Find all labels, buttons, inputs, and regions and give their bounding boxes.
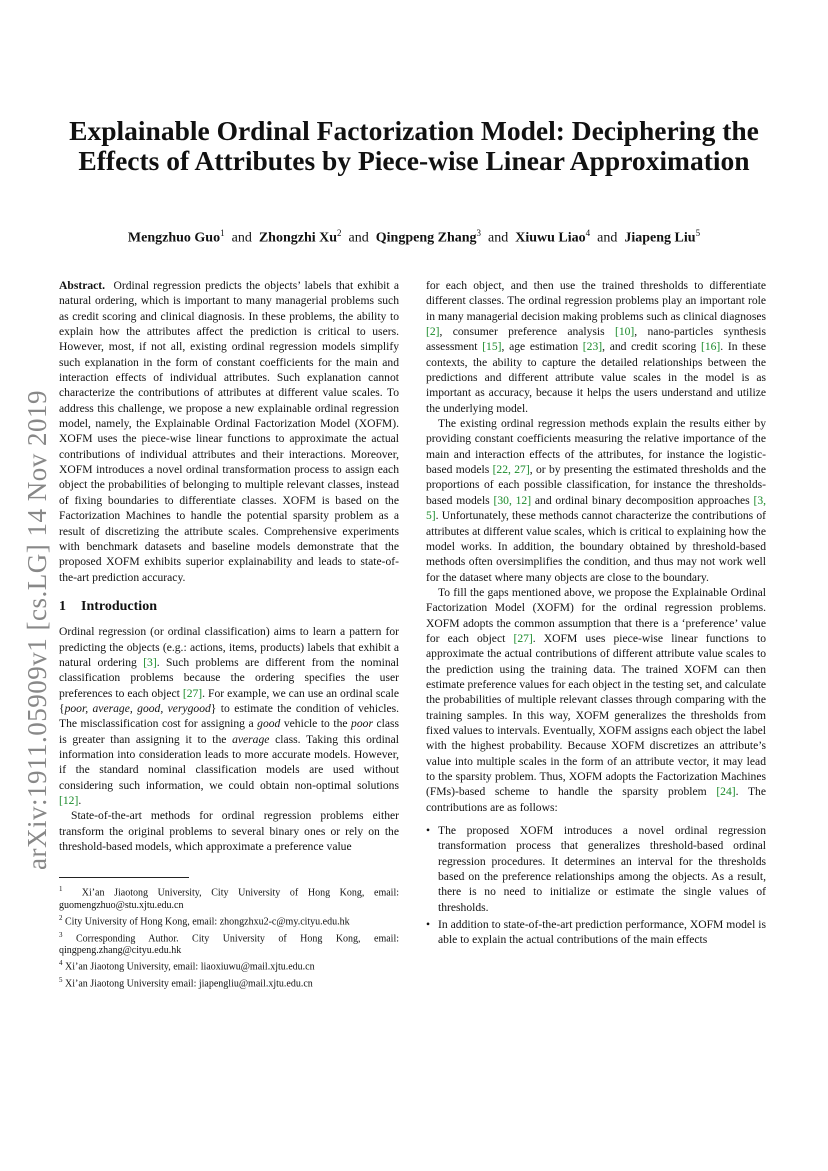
footnote: $^5$ Xi’an Jiaotong University email: jiapengliu@mail.xjtu.edu.cn	[59, 976, 313, 990]
arxiv-identifier: arXiv:1911.05909v1 [cs.LG] 14 Nov 2019	[22, 390, 52, 870]
author-name: Jiapeng Liu	[624, 230, 696, 246]
citation[interactable]: [3]	[143, 655, 157, 669]
contribution-list	[426, 823, 766, 948]
intro-paragraph-1: Ordinal regression (or ordinal classification) aims to learn a pattern for predicting the objects (e.g.: actions, items, products) labels that exhibit a natural ordering [3]. Such problems are different from the nominal classification problems because the ordering specifies the user preferences to each object [27]. For example, we can use an ordinal scale {poor, average, good, verygood} to estimate the condition of vehicles. The misclassification cost for assigning a good vehicle to the poor class is greater than assigning it to the average class. Taking this ordinal information into consideration leads to more accurate models. However, if the standard nominal classification models are used without considering such information, we could obtain non-optimal solutions [12].	[59, 625, 400, 807]
footnote: $^3$ Corresponding Author. City University of Hong Kong, email: qingpeng.zhang@cityu.edu.hk	[59, 930, 399, 957]
author-name: Xiuwu Liao	[515, 230, 586, 246]
author-name: Mengzhuo Guo	[127, 230, 221, 246]
citation[interactable]: [27]	[513, 631, 533, 645]
citation[interactable]: [2]	[426, 325, 440, 339]
citation[interactable]: [12]	[59, 794, 79, 807]
author-name: Zhongzhi Xu	[258, 230, 338, 246]
abstract-label: Abstract.	[59, 279, 106, 292]
citation[interactable]: [24]	[716, 785, 736, 799]
citation[interactable]: [27]	[182, 686, 203, 700]
left-column	[59, 278, 399, 854]
paper-title: Explainable Ordinal Factorization Model: Deciphering the Effects of Attributes by Piece-wise Linear Approximation	[69, 115, 759, 176]
right-paragraph-2: The existing ordinal regression methods explain the results either by providing constant coefficients measuring the relative importance of the main and interaction effects of the attributes, for instance the logistic-based models [22, 27], or by presenting the estimated thresholds and the proportions of each possible classification, for instance the thresholds-based models [30, 12] and ordinal binary decomposition approaches [3, 5]. Unfortunately, these methods cannot characterize the contributions of attributes at different value scales, which is critical to explaining how the model works. In addition, the boundary obtained by threshold-based methods often oversimplifies the condition, and thus may not work well for the dataset where many objects are close to the boundary.	[426, 417, 767, 584]
section-number: 1	[59, 598, 66, 614]
citation[interactable]: [15]	[482, 340, 502, 354]
author-name: Qingpeng Zhang	[375, 230, 477, 246]
footnotes	[59, 877, 399, 991]
citation[interactable]: [23]	[582, 340, 603, 354]
abstract	[59, 278, 399, 585]
list-item: • The proposed XOFM introduces a novel ordinal regression transformation process that generalizes threshold-based ordinal regression procedures. It determines an interval for the thresholds based on the preference relationships among the objects. As a result, there is no need to initialize or estimate the single values of thresholds.	[426, 823, 766, 915]
abstract-text: Ordinal regression predicts the objects’ labels that exhibit a natural ordering, which is important to many managerial problems such as credit scoring and clinical diagnosis. In these problems, the ability to explain how the attributes affect the prediction is critical to users. However, most, if not all, existing ordinal regression models simplify such explanation in the form of constant coefficients for the main and interaction effects of individual attributes. Such explanation cannot characterize the contributions of attributes at different value scales. To address this challenge, we propose a new explainable ordinal regression model, namely, the Explainable Ordinal Factorization Model (XOFM). XOFM uses the piece-wise linear functions to approximate the actual contributions of individual attributes and their interactions. Moreover, XOFM introduces a novel ordinal transformation process to assign each object the probabilities of belonging to multiple relevant classes, instead of fixing boundaries to differentiate classes. XOFM is based on the Factorization Machines to handle the potential sparsity problem as a result of discretizing the attribute scales. Comprehensive experiments with benchmark datasets and baseline models demonstrate that the proposed XOFM exhibits superior explainability and leads to state-of-the-art prediction accuracy.	[59, 279, 399, 584]
citation[interactable]: [3, 5]	[426, 493, 767, 523]
right-paragraph-1: for each object, and then use the trained thresholds to differentiate different classes. The ordinal regression problems play an important role in many managerial decision making problems such as clinical diagnoses [2], consumer preference analysis [10], nano-particles synthesis assessment [15], age estimation [23], and credit scoring [16]. In these contexts, the ability to capture the detailed relationships between the predictions and different attribute value scales in the model is as important as accuracy, because it helps the users understand and utilize the underlying model.	[426, 279, 766, 415]
footnote: $^2$ City University of Hong Kong, email: zhongzhxu2-c@my.cityu.edu.hk	[59, 913, 350, 928]
footnote: $^4$ Xi’an Jiaotong University, email: liaoxiuwu@mail.xjtu.edu.cn	[59, 959, 315, 973]
right-paragraph-3: To fill the gaps mentioned above, we propose the Explainable Ordinal Factorization Model (XOFM) for the ordinal regression problems. XOFM adopts the common assumption that there is a ‘preference’ value for each object [27]. XOFM uses piece-wise linear functions to approximate the actual contributions of different attribute value scales to the prediction using the training data. The trained XOFM can then estimate preference values for each object in the testing set, and calculate the probabilities of multiple relevant classes through comparing with the training samples. In this way, XOFM generalizes the thresholds from fixed values to intervals. Eventually, XOFM assigns each object the label with the highest probability. Because XOFM discretizes an attribute’s value into multiple scales in the form of an attribute vector, it may lead to the sparsity problem. Thus, XOFM adopts the Factorization Machines (FMs)-based scheme to handle the sparsity problem [24]. The contributions are as follows:	[426, 585, 766, 814]
right-column	[426, 278, 766, 950]
footnote: $^1$ Xi’an Jiaotong University, City University of Hong Kong, email: guomengzhuo@stu.xjtu.edu.cn	[59, 885, 399, 911]
citation[interactable]: [22, 27]	[492, 463, 530, 477]
list-item: • In addition to state-of-the-art prediction performance, XOFM model is able to explain the actual contributions of the main effects	[426, 917, 766, 948]
citation[interactable]: [10]	[614, 325, 635, 339]
author-list: Mengzhuo Guo$^1$ and Zhongzhi Xu$^2$ and Qingpeng Zhang$^3$ and Xiuwu Liao$^4$ and Jiapeng Liu$^5$	[127, 228, 701, 246]
section-heading	[59, 599, 399, 614]
citation[interactable]: [30, 12]	[493, 493, 532, 507]
section-title: Introduction	[81, 598, 157, 614]
intro-paragraph-2: State-of-the-art methods for ordinal regression problems either transform the original problems to several binary ones or rely on the threshold-based models, which approximate a preference value	[59, 809, 399, 854]
footnote-rule	[59, 877, 189, 878]
citation[interactable]: [16]	[700, 340, 721, 354]
